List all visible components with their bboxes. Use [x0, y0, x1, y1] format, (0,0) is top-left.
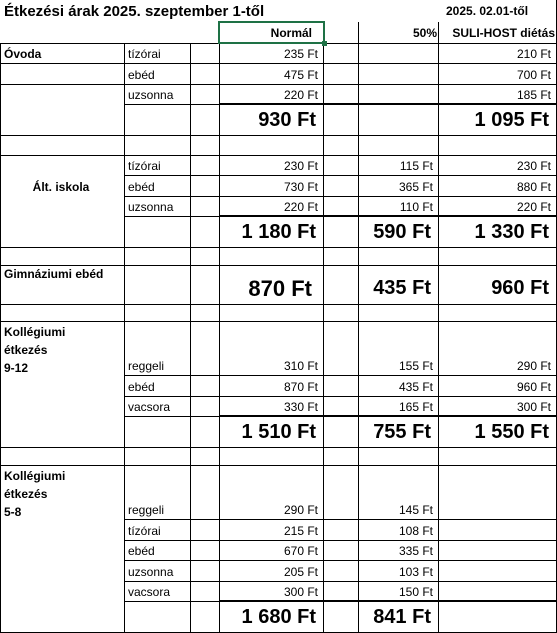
- gimnazium-label: Gimnáziumi ebéd: [4, 267, 104, 281]
- price-half: 165 Ft: [398, 400, 433, 414]
- meal-label: vacsora: [128, 585, 171, 599]
- price-half: 365 Ft: [398, 179, 433, 194]
- meal-label: tízórai: [128, 46, 161, 61]
- price-dietas: 220 Ft: [516, 200, 551, 214]
- total-half: 841 Ft: [373, 606, 431, 628]
- total-normal: 1 680 Ft: [241, 606, 316, 628]
- price-normal: 300 Ft: [283, 585, 318, 599]
- meal-label: ebéd: [128, 67, 155, 82]
- price-dietas: 700 Ft: [516, 67, 551, 82]
- price-normal: 205 Ft: [283, 564, 318, 579]
- price-half: 108 Ft: [398, 523, 433, 538]
- koll58-label-line1: Kollégiumi: [4, 469, 66, 483]
- price-half: 435 Ft: [398, 379, 433, 394]
- total-normal: 1 510 Ft: [241, 421, 316, 443]
- price-normal: 290 Ft: [283, 503, 318, 517]
- price-dietas: 185 Ft: [516, 87, 551, 102]
- meal-label: uzsonna: [128, 87, 174, 102]
- meal-label: tízórai: [128, 159, 161, 173]
- total-dietas: 960 Ft: [491, 277, 549, 299]
- price-normal: 475 Ft: [283, 67, 318, 82]
- price-dietas: 300 Ft: [516, 400, 551, 414]
- price-half: 150 Ft: [398, 585, 433, 599]
- price-normal: 220 Ft: [283, 200, 318, 214]
- price-half: 115 Ft: [399, 159, 433, 173]
- meal-label: reggeli: [128, 503, 165, 517]
- total-dietas: 1 330 Ft: [474, 221, 549, 243]
- header-normal-cell[interactable]: Normál: [219, 22, 324, 43]
- total-half: 590 Ft: [373, 221, 431, 243]
- price-dietas: 880 Ft: [516, 179, 551, 194]
- price-half: 103 Ft: [398, 564, 433, 579]
- iskola-label: Ált. iskola: [32, 179, 90, 194]
- price-dietas: 210 Ft: [516, 46, 551, 61]
- price-dietas: 960 Ft: [516, 379, 551, 394]
- meal-label: tízórai: [128, 523, 161, 538]
- price-normal: 870 Ft: [283, 379, 318, 394]
- total-normal: 1 180 Ft: [241, 221, 316, 243]
- price-normal: 730 Ft: [283, 179, 318, 194]
- price-normal: 670 Ft: [283, 544, 318, 558]
- meal-label: ebéd: [128, 179, 155, 194]
- total-dietas: 1 550 Ft: [474, 421, 549, 443]
- price-dietas: 290 Ft: [516, 359, 551, 373]
- price-normal: 235 Ft: [283, 46, 318, 61]
- price-normal: 310 Ft: [283, 359, 318, 373]
- total-dietas: 1 095 Ft: [474, 109, 549, 131]
- koll58-label-line3: 5-8: [4, 504, 22, 519]
- total-half: 755 Ft: [373, 421, 431, 443]
- header-50-cell: 50%: [412, 25, 437, 40]
- price-normal: 230 Ft: [283, 159, 318, 173]
- total-normal: 870 Ft: [248, 275, 312, 301]
- koll912-label-line3: 9-12: [4, 360, 29, 375]
- date-note: 2025. 02.01-től: [446, 4, 529, 18]
- koll58-label-line2: étkezés: [4, 487, 48, 501]
- koll912-label-line2: étkezés: [4, 343, 48, 357]
- meal-label: vacsora: [128, 400, 171, 414]
- ovoda-label: Óvoda: [4, 46, 42, 61]
- meal-label: ebéd: [128, 544, 155, 558]
- koll912-label-line1: Kollégiumi: [4, 325, 66, 339]
- total-normal: 930 Ft: [258, 109, 316, 131]
- price-half: 335 Ft: [398, 544, 433, 558]
- price-dietas: 230 Ft: [516, 159, 551, 173]
- meal-label: ebéd: [128, 379, 155, 394]
- price-normal: 215 Ft: [283, 523, 318, 538]
- price-normal: 220 Ft: [283, 87, 318, 102]
- meal-label: uzsonna: [128, 200, 174, 214]
- price-half: 155 Ft: [398, 359, 433, 373]
- meal-label: uzsonna: [128, 564, 174, 579]
- sheet-title: Étkezési árak 2025. szeptember 1-től: [4, 2, 265, 20]
- meal-label: reggeli: [128, 359, 165, 373]
- total-half: 435 Ft: [373, 277, 431, 299]
- header-dietas-cell: SULI-HOST diétás: [452, 25, 555, 40]
- price-half: 145 Ft: [398, 503, 433, 517]
- price-normal: 330 Ft: [283, 400, 318, 414]
- price-half: 110 Ft: [399, 200, 433, 214]
